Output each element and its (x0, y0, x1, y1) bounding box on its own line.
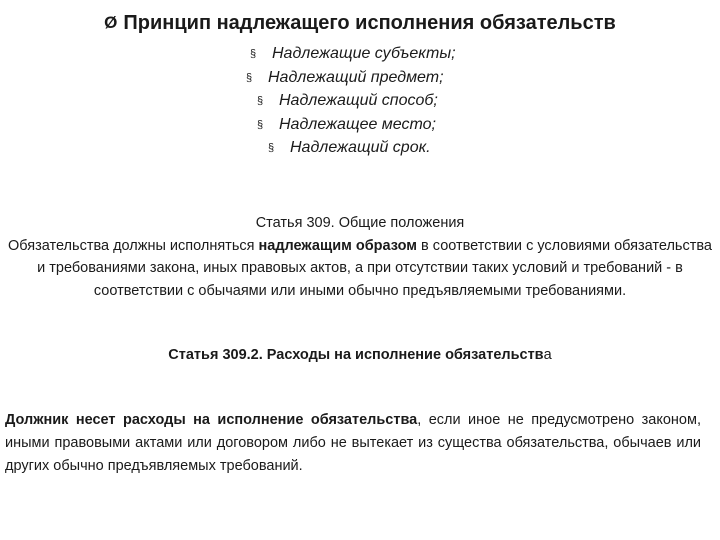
article-309-body (4, 235, 716, 303)
slide-title-text: Принцип надлежащего исполнения обязательств (123, 12, 616, 34)
list-item-text: Надлежащий предмет; (268, 68, 444, 86)
square-bullet-icon: § (257, 95, 264, 107)
article-309-emphasis: надлежащим образом (258, 237, 418, 254)
list-item-text: Надлежащий способ; (279, 92, 438, 109)
principle-list (0, 42, 720, 160)
list-item (0, 89, 720, 113)
square-bullet-icon: § (257, 118, 264, 131)
list-item (0, 42, 720, 66)
article-309-2-heading-tail: а (543, 347, 552, 363)
square-bullet-icon: § (268, 142, 275, 154)
list-item-text: Надлежащее место; (279, 115, 436, 133)
list-item-text: Надлежащие субъекты; (272, 45, 456, 62)
article-309-heading: Статья 309. Общие положения (255, 215, 465, 231)
article-309-text-start: Обязательства должны исполняться (7, 237, 259, 254)
expenses-text: , если иное не предусмотрено законом, иными правовыми актами или договором либо не вытекает из существа обязательства, обычаев или других обычно предъявляемых требований. (5, 412, 701, 474)
slide-title (0, 10, 720, 36)
list-item (0, 136, 720, 160)
article-309-2-heading-bold: Статья 309.2. Расходы на исполнение обязательств (168, 347, 544, 363)
square-bullet-icon: § (250, 48, 257, 60)
arrow-bullet-icon: Ø (104, 13, 118, 32)
list-item (0, 66, 720, 90)
expenses-paragraph (5, 409, 701, 477)
list-item-text: Надлежащий срок. (290, 139, 431, 156)
article-309 (4, 212, 716, 302)
expenses-emphasis: Должник несет расходы на исполнение обязательства (5, 412, 418, 428)
list-item (0, 113, 720, 137)
square-bullet-icon: § (246, 71, 253, 84)
article-309-2-heading (4, 344, 716, 367)
article-309-text-end: в соответствии с условиями обязательства и требованиями закона, иных правовых актов, а при отсутствии таких условий и требований - в соответствии с обычаями или иными обычно предъявляемыми требованиями. (37, 237, 712, 299)
